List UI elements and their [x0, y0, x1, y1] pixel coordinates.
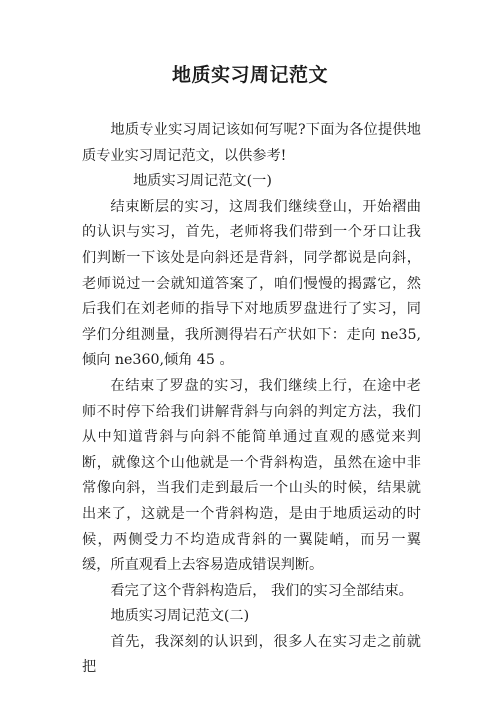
section-heading-2: 地质实习周记范文(二) [110, 608, 250, 625]
section2-paragraph-1: 首先，我深刻的认识到，很多人在实习走之前就把 [82, 633, 421, 676]
document-body [82, 118, 421, 681]
document-title: 地质实习周记范文 [171, 64, 328, 86]
section1-paragraph-1: 结束断层的实习，这周我们继续登山，开始褶曲的认识与实习，首先，老师将我们带到一个牙口让我们判断一下该处是向斜还是背斜，同学都说是向斜，老师说过一会就知道答案了，咱们慢慢的揭露它，然后我们在刘老师的指导下对地质罗盘进行了实习，同学们分组测量，我所测得岩石产状如下：走向 ne35,倾向 ne360,倾角 45 。 [82, 198, 421, 369]
intro-paragraph: 地质专业实习周记该如何写呢?下面为各位提供地质专业实习周记范文，以供参考! [82, 122, 421, 164]
section1-paragraph-3: 看完了这个背斜构造后， 我们的实习全部结束。 [110, 582, 413, 599]
section-heading-1: 地质实习周记范文(一) [133, 173, 272, 190]
section1-paragraph-2: 在结束了罗盘的实习，我们继续上行，在途中老师不时停下给我们讲解背斜与向斜的判定方法，我们从中知道背斜与向斜不能简单通过直观的感觉来判断，就像这个山他就是一个背斜构造，虽然在途中非常像向斜，当我们走到最后一个山头的时候，结果就出来了，这就是一个背斜构造，是由于地质运动的时候，两侧受力不均造成背斜的一翼陡峭，而另一翼缓，所直观看上去容易造成错误判断。 [82, 377, 421, 574]
